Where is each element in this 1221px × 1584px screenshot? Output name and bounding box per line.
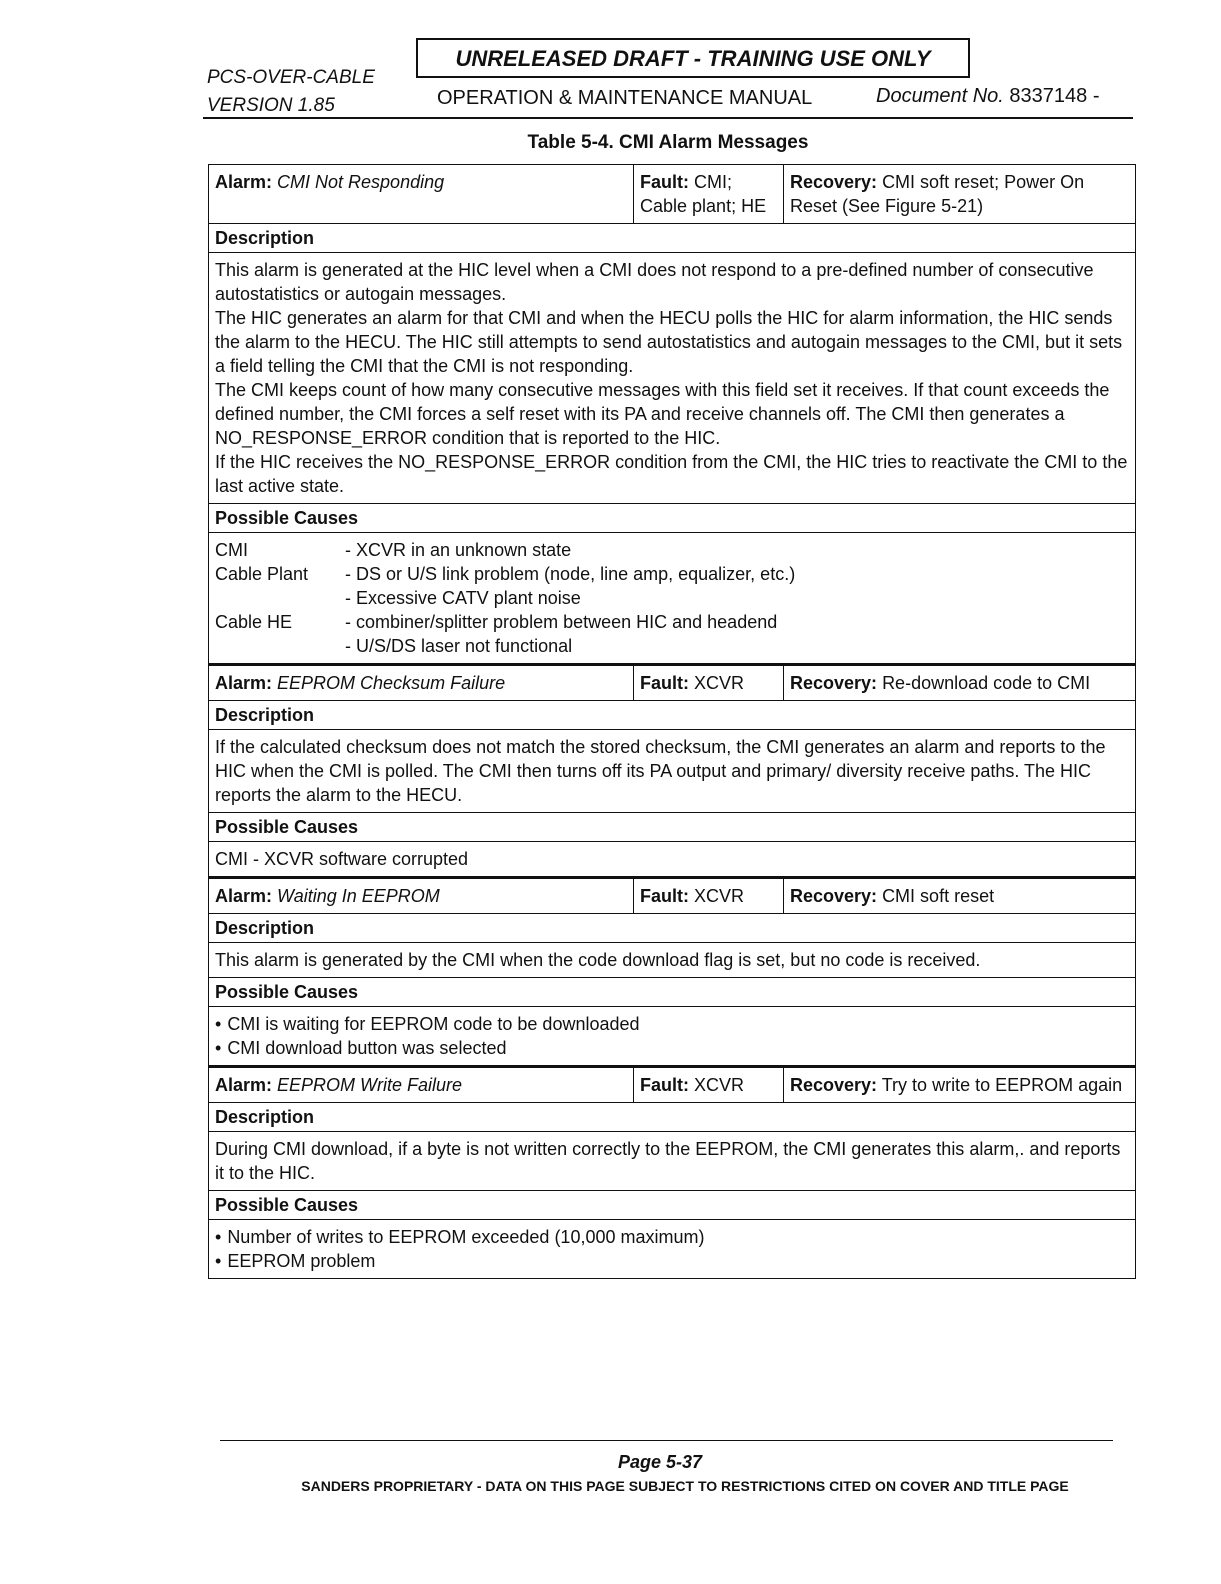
page-number: Page 5-37 [617,1452,703,1472]
header-divider [203,117,1133,119]
alarm-label: Alarm: [215,673,273,693]
fault-cell [634,666,784,700]
recovery-label: Recovery: [790,172,878,192]
recovery-value: CMI soft reset; Power On Reset (See Figure 5-21) [790,172,1085,216]
fault-value: CMI; Cable plant; HE [640,172,767,216]
alarm-entry [209,165,1135,663]
cause-item [215,634,1129,658]
possible-causes-heading: Possible Causes [209,812,1135,841]
recovery-cell [784,1068,1135,1102]
possible-causes-body [209,532,1135,663]
recovery-value: Re-download code to CMI [882,673,1091,693]
possible-causes-heading: Possible Causes [209,503,1135,532]
fault-cell [634,165,784,223]
cause-item [215,562,1129,586]
cause-category: CMI [215,540,248,560]
fault-label: Fault: [640,886,689,906]
cause-category [215,586,345,610]
possible-causes-body: CMI - XCVR software corrupted [209,841,1135,876]
description-paragraph: If the calculated checksum does not match the stored checksum, the CMI generates an alarm and reports to the HIC when the CMI is polled. The CMI then turns off its PA output and primary/ diversity receive paths. The HIC reports the alarm to the HECU. [215,737,1106,805]
possible-causes-body [209,1006,1135,1065]
recovery-label: Recovery: [790,886,878,906]
document-number-label: Document No. [876,85,1004,107]
cause-item: • Number of writes to EEPROM exceeded (10,000 maximum) [215,1225,1129,1249]
fault-cell [634,1068,784,1102]
alarm-entry [209,1065,1135,1278]
cause-item: • CMI is waiting for EEPROM code to be downloaded [215,1012,1129,1036]
cause-text: - DS or U/S link problem (node, line amp, equalizer, etc.) [345,564,796,584]
cause-item [215,586,1129,610]
description-paragraph: The HIC generates an alarm for that CMI and when the HECU polls the HIC for alarm information, the HIC sends the alarm to the HECU. The HIC still attempts to send autostatistics and autogain messages to the CMI, but it sets a field telling the CMI that the CMI is not responding. [215,308,1123,376]
alarm-entry [209,876,1135,1065]
alarm-header-row [209,666,1135,700]
alarm-label: Alarm: [215,1075,273,1095]
cause-text: - Excessive CATV plant noise [345,588,581,608]
footer-divider [220,1440,1113,1441]
cause-item: • CMI download button was selected [215,1036,1129,1060]
cause-text: - U/S/DS laser not functional [345,636,573,656]
alarm-entry [209,663,1135,876]
description-heading: Description [209,913,1135,942]
possible-causes-heading: Possible Causes [209,977,1135,1006]
fault-label: Fault: [640,673,689,693]
alarm-name: Waiting In EEPROM [277,886,440,906]
fault-label: Fault: [640,1075,689,1095]
cause-category: Cable HE [215,612,293,632]
cause-category: Cable Plant [215,564,309,584]
alarm-header-row [209,1068,1135,1102]
cause-item [215,610,1129,634]
alarm-name: EEPROM Checksum Failure [277,673,506,693]
cause-category [215,634,345,658]
draft-banner: UNRELEASED DRAFT - TRAINING USE ONLY [416,38,970,78]
table-title: Table 5-4. CMI Alarm Messages [527,132,809,153]
recovery-label: Recovery: [790,1075,878,1095]
product-version: VERSION 1.85 [207,95,335,116]
recovery-cell [784,666,1135,700]
recovery-label: Recovery: [790,673,878,693]
alarm-name-cell [209,1068,634,1102]
document-number-value: 8337148 - [1009,85,1100,107]
possible-causes-heading: Possible Causes [209,1190,1135,1219]
description-heading: Description [209,223,1135,252]
cause-item: • EEPROM problem [215,1249,1129,1273]
description-paragraph: If the HIC receives the NO_RESPONSE_ERROR condition from the CMI, the HIC tries to reactivate the CMI to the last active state. [215,452,1128,496]
fault-value: XCVR [694,886,745,906]
alarm-header-row [209,165,1135,223]
manual-title: OPERATION & MAINTENANCE MANUAL [437,87,813,109]
recovery-value: Try to write to EEPROM again [881,1075,1123,1095]
description-heading: Description [209,1102,1135,1131]
recovery-value: CMI soft reset [882,886,995,906]
alarm-label: Alarm: [215,886,273,906]
fault-cell [634,879,784,913]
alarm-name: CMI Not Responding [277,172,445,192]
fault-value: XCVR [694,673,745,693]
fault-label: Fault: [640,172,689,192]
alarm-name: EEPROM Write Failure [277,1075,463,1095]
description-paragraph: This alarm is generated by the CMI when the code download flag is set, but no code is received. [215,950,981,970]
description-paragraph: This alarm is generated at the HIC level when a CMI does not respond to a pre-defined number of consecutive autostatistics or autogain messages. [215,260,1094,304]
cause-list [215,1012,1129,1060]
cause-text: - XCVR in an unknown state [345,540,572,560]
alarm-name-cell [209,879,634,913]
document-number [876,83,1099,109]
description-body [209,729,1135,812]
alarm-label: Alarm: [215,172,273,192]
description-paragraph: During CMI download, if a byte is not written correctly to the EEPROM, the CMI generates this alarm,. and reports it to the HIC. [215,1139,1121,1183]
alarm-name-cell [209,165,634,223]
cause-item [215,538,1129,562]
recovery-cell [784,879,1135,913]
description-body [209,252,1135,503]
alarm-name-cell [209,666,634,700]
cause-list [215,1225,1129,1273]
fault-value: XCVR [694,1075,745,1095]
product-name: PCS-OVER-CABLE [207,67,375,88]
cause-text: - combiner/splitter problem between HIC and headend [345,612,778,632]
possible-causes-body [209,1219,1135,1278]
alarm-header-row [209,879,1135,913]
recovery-cell [784,165,1135,223]
description-body [209,942,1135,977]
description-paragraph: The CMI keeps count of how many consecutive messages with this field set it receives. If that count exceeds the defined number, the CMI forces a self reset with its PA and receive channels off. The CMI then generates a NO_RESPONSE_ERROR condition that is reported to the HIC. [215,380,1110,448]
description-heading: Description [209,700,1135,729]
alarm-table [208,164,1136,1279]
proprietary-notice: SANDERS PROPRIETARY - DATA ON THIS PAGE SUBJECT TO RESTRICTIONS CITED ON COVER AND TITLE PAGE [301,1478,1069,1494]
description-body [209,1131,1135,1190]
header-product-block [207,64,375,120]
